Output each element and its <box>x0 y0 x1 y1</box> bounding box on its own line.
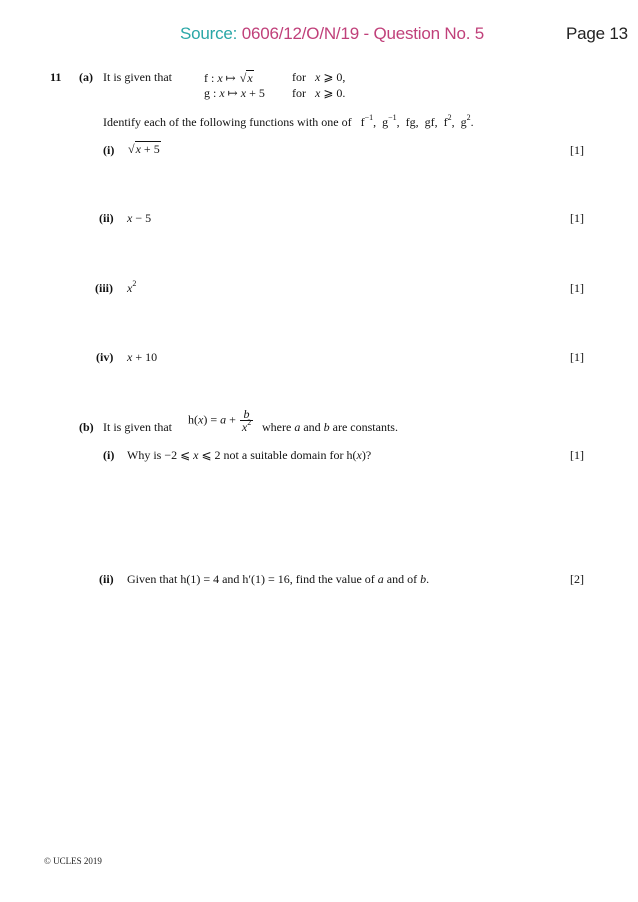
copyright-footer: © UCLES 2019 <box>44 856 102 866</box>
item-a-iv-marks: [1] <box>570 350 584 364</box>
item-a-iv-label: (iv) <box>96 350 114 364</box>
page-number: Page 13 <box>566 24 628 43</box>
item-a-i-expr: √x + 5 <box>128 142 160 156</box>
item-a-iii-label: (iii) <box>95 281 113 295</box>
item-a-i-label: (i) <box>103 143 115 157</box>
question-number: 11 <box>50 70 62 84</box>
item-a-i-marks: [1] <box>570 143 584 157</box>
item-b-i-text: Why is −2 ⩽ x ⩽ 2 not a suitable domain for h(x)? <box>127 448 372 462</box>
part-a-instruction: Identify each of the following functions with one of $f^{-1}$, $g^{-1}$, fg, gf, $f^2$, $g^2$. <box>103 113 474 129</box>
source-code: 0606/12/O/N/19 - Question No. 5 <box>241 24 485 43</box>
item-b-i-label: (i) <box>103 448 115 462</box>
g-definition: g : x ↦ x + 5 <box>204 86 265 100</box>
item-a-iii-marks: [1] <box>570 281 584 295</box>
item-b-i-marks: [1] <box>570 448 584 462</box>
item-b-ii-marks: [2] <box>570 572 584 586</box>
item-a-ii-label: (ii) <box>99 211 114 225</box>
part-b-where: where a and b are constants. <box>262 420 398 434</box>
item-a-ii-expr: x − 5 <box>127 211 152 225</box>
item-a-iv-expr: x + 10 <box>127 350 158 364</box>
item-a-iii-expr: $x^2$ <box>127 279 137 295</box>
part-b-label: (b) <box>79 420 94 434</box>
part-a-intro: It is given that <box>103 70 172 84</box>
part-a-label: (a) <box>79 70 93 84</box>
g-domain: for x ⩾ 0. <box>292 86 346 100</box>
source-header <box>180 24 484 44</box>
item-b-ii-text: Given that h(1) = 4 and h′(1) = 16, find the value of a and of b. <box>127 572 430 586</box>
h-definition: h(x) = a + $\frac{b}{x^2}$ <box>188 407 252 434</box>
item-a-ii-marks: [1] <box>570 211 584 225</box>
source-prefix: Source: <box>180 24 242 43</box>
f-domain: for x ⩾ 0, <box>292 70 346 84</box>
item-b-ii-label: (ii) <box>99 572 114 586</box>
f-definition: f : x ↦ √x <box>204 71 253 85</box>
part-b-intro: It is given that <box>103 420 172 434</box>
